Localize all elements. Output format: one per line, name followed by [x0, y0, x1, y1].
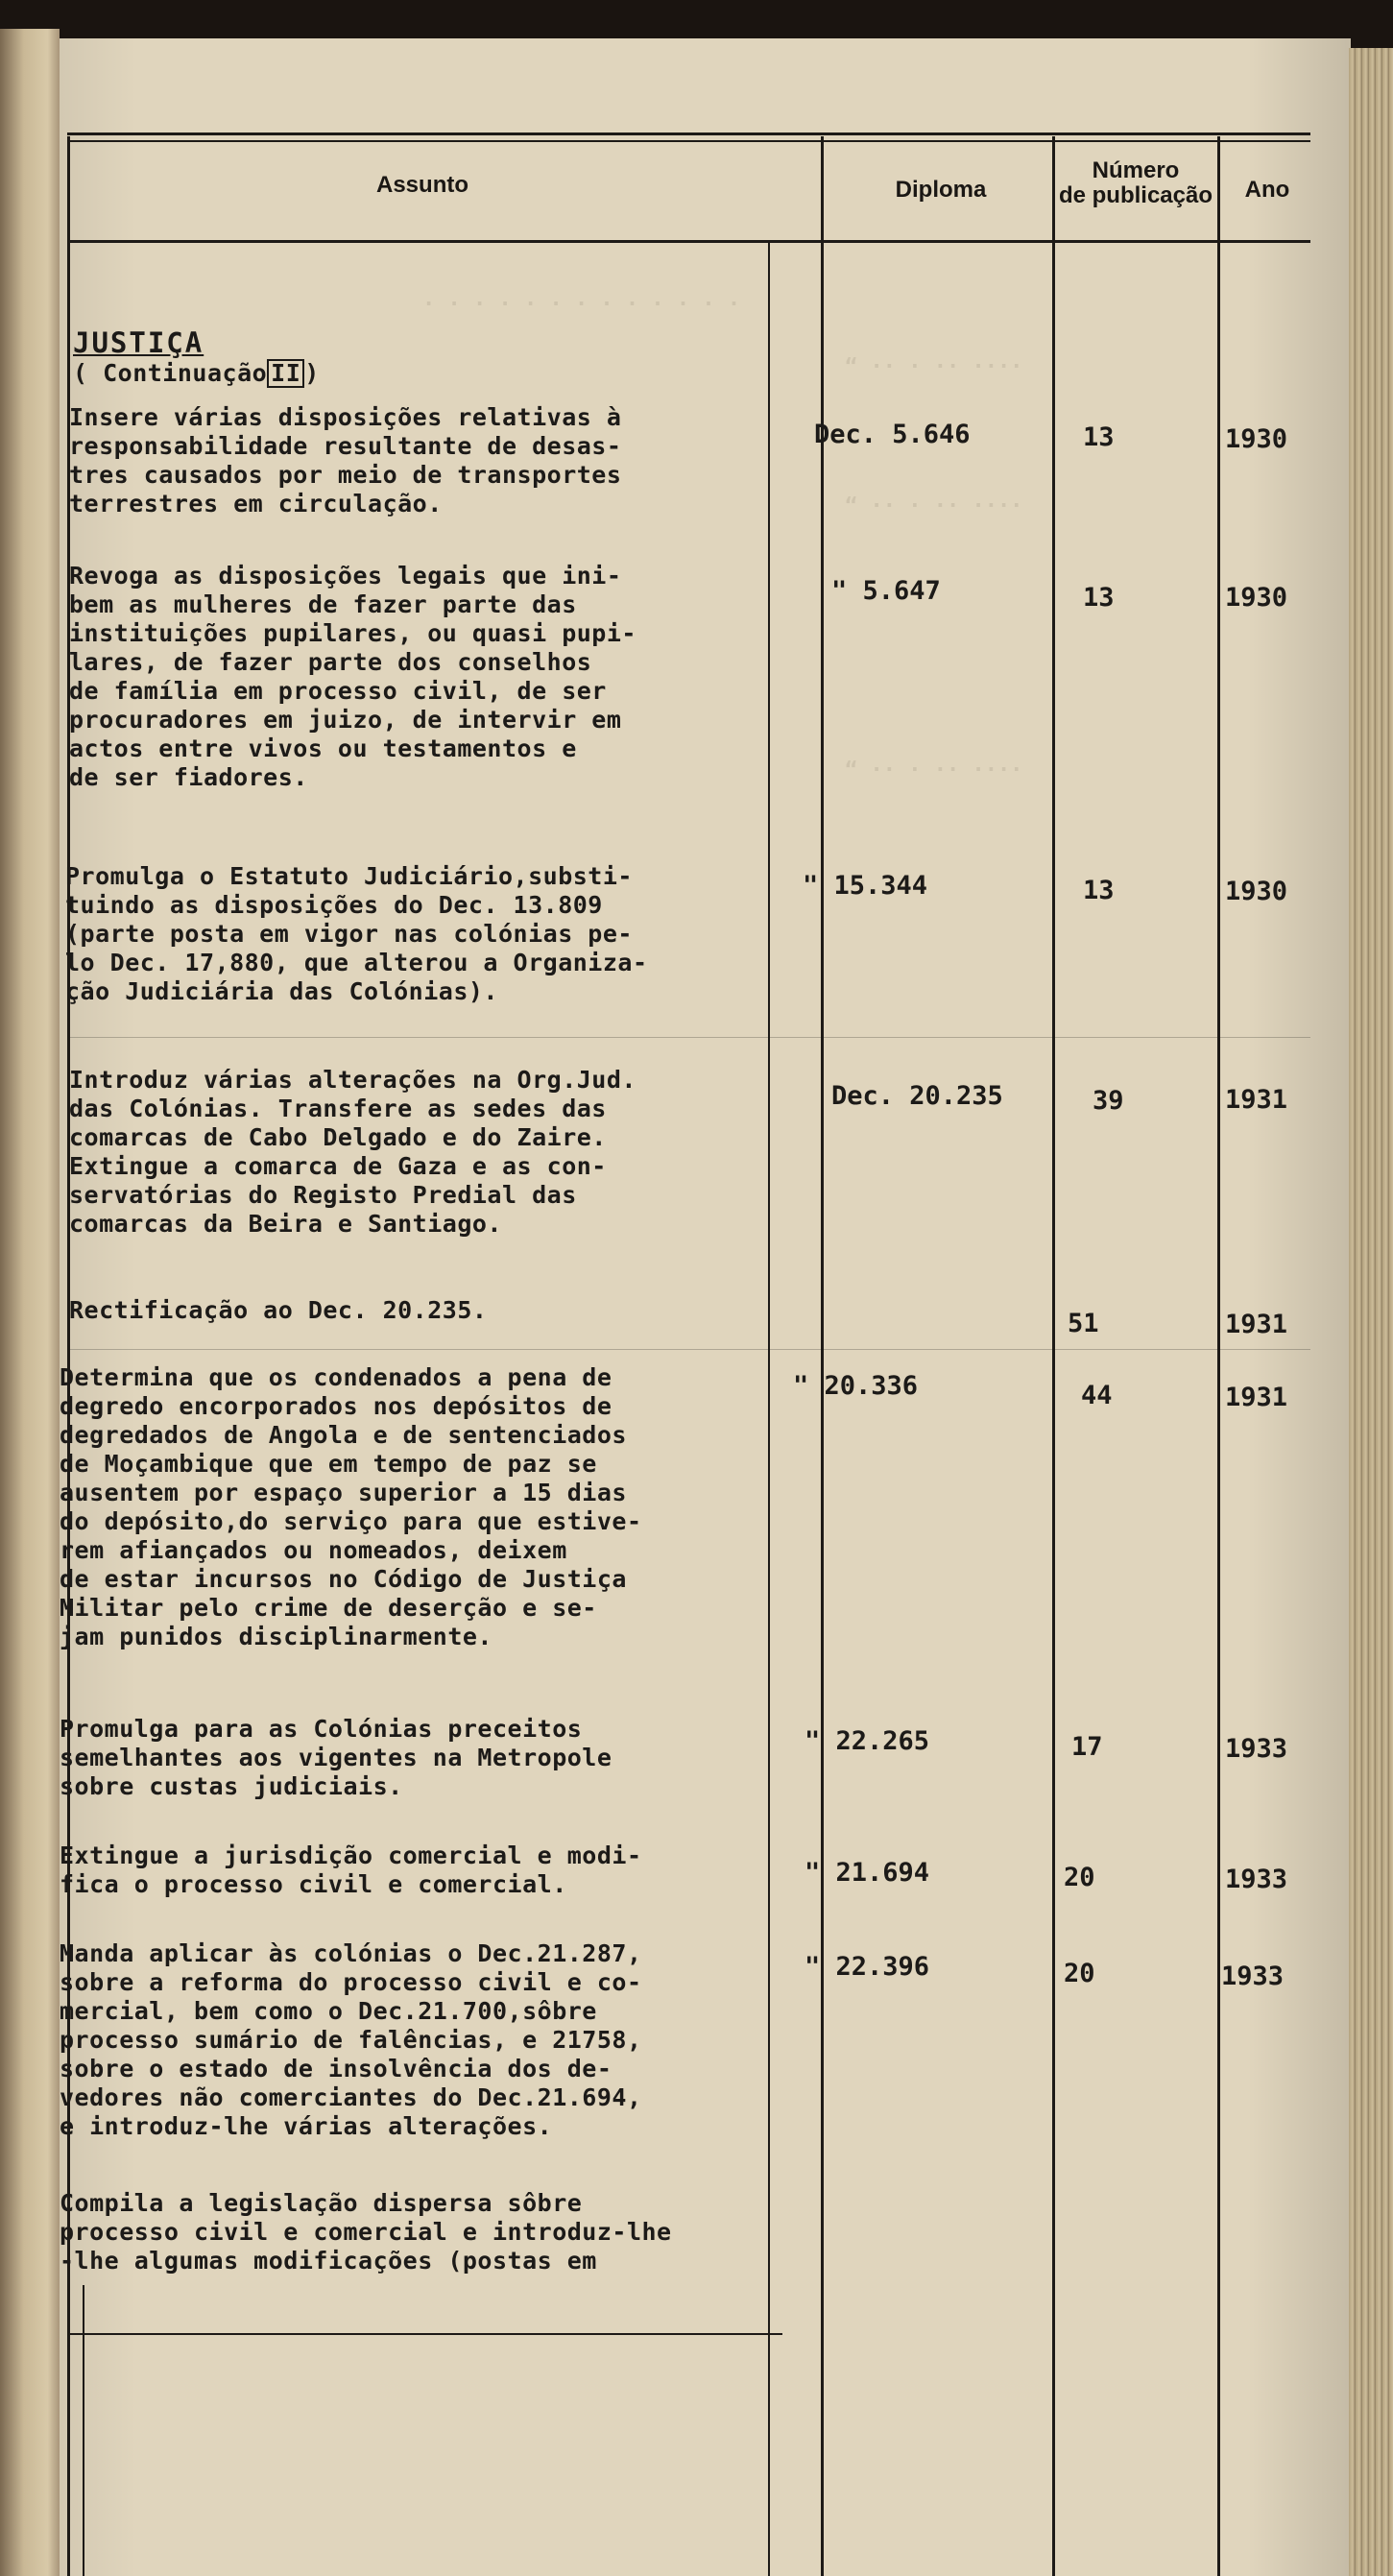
section-continuation: ( Continuação: [73, 359, 268, 387]
table-top-rule: [67, 132, 1310, 135]
entry-ano: 1930: [1225, 583, 1288, 613]
entry-numero: 13: [1083, 422, 1115, 452]
section-roman: II: [267, 359, 304, 388]
entry-diploma: Dec. 5.646: [814, 420, 971, 449]
entry-assunto: Promulga o Estatuto Judiciário,substi- tuindo as disposições do Dec. 13.809 (parte posta em vigor nas colónias pe- lo Dec. 17,880, que alterou a Organiza- ção Judiciária das Colónias).: [65, 862, 648, 1005]
entry-numero: 17: [1071, 1732, 1103, 1762]
entry-ano: 1930: [1225, 424, 1288, 454]
entry-diploma: " 15.344: [803, 871, 928, 901]
section-heading: [73, 300, 320, 388]
column-rule-diploma: [821, 136, 824, 2576]
entry-assunto: Compila a legislação dispersa sôbre processo civil e comercial e introduz-lhe -lhe algumas modificações (postas em: [60, 2189, 672, 2275]
entry-assunto: Determina que os condenados a pena de degredo encorporados nos depósitos de degredados de Angola e de sentenciados de Moçambique que em tempo de paz se ausentem por espaço superior a 15 dias do depósito,do serviço para que estive- rem afiançados ou nomeados, deixem de estar incursos no Código de Justiça Militar pelo crime de deserção e se- jam punidos disciplinarmente.: [60, 1363, 642, 1650]
bleed-through-mark: “ ·· · ·· ····: [845, 758, 1023, 782]
header-numero: [1056, 158, 1215, 209]
entry-numero: 39: [1093, 1086, 1124, 1116]
entry-diploma: " 22.396: [805, 1952, 930, 1982]
bleed-through-mark: “ ·· · ·· ····: [845, 494, 1023, 518]
bleed-through-mark: “ ·· · ·· ····: [845, 355, 1023, 379]
entry-ano: 1933: [1221, 1962, 1285, 1991]
bottom-inner-rule: [67, 2333, 782, 2335]
section-close: ): [304, 359, 320, 387]
column-rule-numero: [1052, 136, 1055, 2576]
column-rule-assunto-margin: [768, 240, 770, 2576]
header-numero-line2: de publicação: [1058, 182, 1213, 209]
table-top-rule-thin: [67, 140, 1310, 142]
facing-page-edge: [0, 29, 60, 2576]
entry-assunto: Insere várias disposições relativas à responsabilidade resultante de desas- tres causados por meio de transportes terrestres em circulação.: [69, 403, 622, 518]
entry-numero: 13: [1083, 876, 1115, 905]
entry-ano: 1930: [1225, 877, 1288, 906]
header-diploma: Diploma: [895, 177, 987, 203]
entry-assunto: Revoga as disposições legais que ini- bem as mulheres de fazer parte das instituições pupilares, ou quasi pupi- lares, de fazer parte dos conselhos de família em processo civil, de ser procuradores em juizo, de intervir em actos entre vivos ou testamentos e de ser fiadores.: [69, 562, 636, 791]
entry-diploma: " 5.647: [831, 576, 941, 606]
entry-separator: [67, 1349, 1310, 1350]
entry-ano: 1933: [1225, 1865, 1288, 1894]
entry-separator: [67, 1037, 1310, 1038]
entry-diploma: " 20.336: [793, 1371, 919, 1401]
section-title: JUSTIÇA: [73, 326, 204, 359]
entry-diploma: Dec. 20.235: [831, 1081, 1003, 1111]
entry-numero: 44: [1081, 1381, 1113, 1410]
entry-diploma: " 22.265: [805, 1726, 930, 1756]
entry-ano: 1931: [1225, 1310, 1288, 1339]
entry-assunto: Manda aplicar às colónias o Dec.21.287, sobre a reforma do processo civil e co- mercial, bem como o Dec.21.700,sôbre processo sumário de falências, e 21758, sobre o estado de insolvência dos de- vedores não comerciantes do Dec.21.694, e introduz-lhe várias alterações.: [60, 1939, 642, 2140]
entry-assunto: Extingue a jurisdição comercial e modi- fica o processo civil e comercial.: [60, 1842, 642, 1898]
entry-assunto: Rectificação ao Dec. 20.235.: [69, 1296, 488, 1324]
entry-numero: 13: [1083, 583, 1115, 613]
inner-margin-rule: [83, 2285, 84, 2576]
bleed-through-mark: · · · · · · · · · · · · ·: [422, 293, 741, 317]
column-rule-ano: [1217, 136, 1220, 2576]
entry-ano: 1931: [1225, 1085, 1288, 1115]
entry-ano: 1931: [1225, 1383, 1288, 1412]
page-stack-edge: [1349, 48, 1393, 2576]
header-bottom-rule: [67, 240, 1310, 243]
entry-assunto: Introduz várias alterações na Org.Jud. das Colónias. Transfere as sedes das comarcas de Cabo Delgado e do Zaire. Extingue a comarca de Gaza e as con- servatórias do Registo Predial das comarcas da Beira e Santiago.: [69, 1066, 636, 1238]
entry-ano: 1933: [1225, 1734, 1288, 1764]
header-assunto: Assunto: [376, 172, 468, 198]
entry-numero: 20: [1064, 1959, 1095, 1988]
header-ano: Ano: [1244, 177, 1290, 203]
entry-numero: 51: [1068, 1309, 1099, 1338]
header-numero-line1: Número: [1092, 157, 1180, 183]
entry-assunto: Promulga para as Colónias preceitos semelhantes aos vigentes na Metropole sobre custas judiciais.: [60, 1715, 612, 1800]
entry-numero: 20: [1064, 1863, 1095, 1892]
entry-diploma: " 21.694: [805, 1858, 930, 1888]
